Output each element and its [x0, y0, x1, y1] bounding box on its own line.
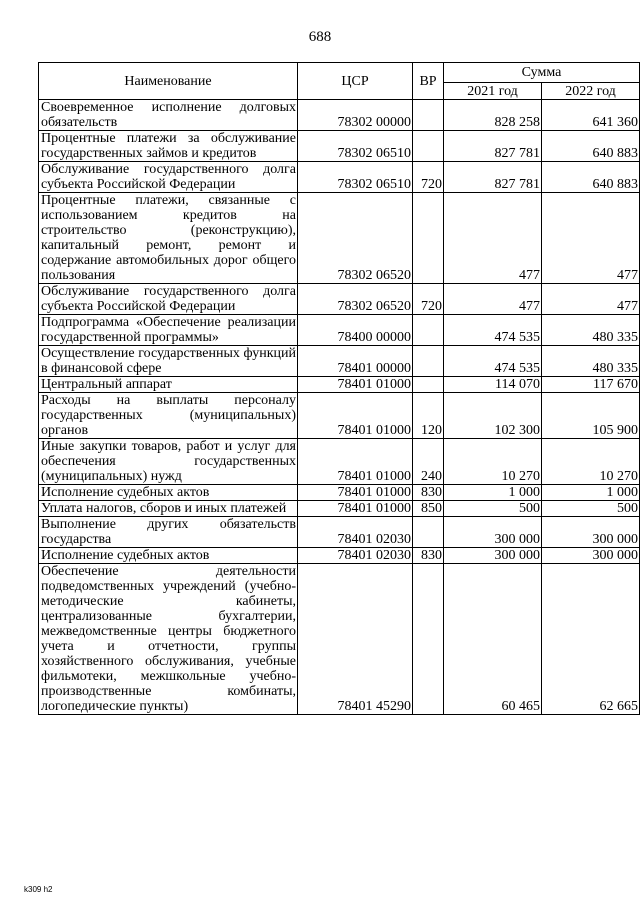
row-2022-cell: 300 000 — [542, 517, 640, 548]
page-number: 688 — [308, 29, 332, 45]
budget-table — [38, 62, 640, 715]
row-name-cell: Процентные платежи, связанные с использованием кредитов на строительство (реконструкцию), капитальный ремонт, ремонт и содержание автомобильных дорог общего пользования — [39, 193, 298, 284]
row-name-cell: Иные закупки товаров, работ и услуг для обеспечения государственных (муниципальных) нужд — [39, 439, 298, 485]
row-vr-cell: 720 — [413, 162, 444, 193]
row-vr-cell — [413, 193, 444, 284]
row-vr-cell — [413, 346, 444, 377]
row-2022-cell: 640 883 — [542, 131, 640, 162]
row-csr-cell: 78302 06510 — [298, 162, 413, 193]
row-vr-cell — [413, 315, 444, 346]
table-row — [39, 548, 640, 564]
row-name-cell: Выполнение других обязательств государства — [39, 517, 298, 548]
row-2022-cell: 640 883 — [542, 162, 640, 193]
row-vr-cell: 240 — [413, 439, 444, 485]
header-2021: 2021 год — [444, 83, 542, 100]
row-2021-cell: 828 258 — [444, 100, 542, 131]
row-2021-cell: 114 070 — [444, 377, 542, 393]
row-2021-cell: 474 535 — [444, 315, 542, 346]
header-vr: ВР — [413, 63, 444, 100]
row-csr-cell: 78302 06510 — [298, 131, 413, 162]
table-row — [39, 315, 640, 346]
row-csr-cell: 78401 01000 — [298, 439, 413, 485]
row-2021-cell: 300 000 — [444, 548, 542, 564]
row-name-cell: Исполнение судебных актов — [39, 485, 298, 501]
row-csr-cell: 78401 02030 — [298, 517, 413, 548]
row-vr-cell: 830 — [413, 548, 444, 564]
table-row — [39, 346, 640, 377]
row-csr-cell: 78302 00000 — [298, 100, 413, 131]
row-2021-cell: 477 — [444, 193, 542, 284]
row-name-cell: Подпрограмма «Обеспечение реализации государственной программы» — [39, 315, 298, 346]
row-name-cell: Процентные платежи за обслуживание государственных займов и кредитов — [39, 131, 298, 162]
row-name-cell: Расходы на выплаты персоналу государственных (муниципальных) органов — [39, 393, 298, 439]
row-2022-cell: 477 — [542, 193, 640, 284]
row-2022-cell: 117 670 — [542, 377, 640, 393]
row-2022-cell: 10 270 — [542, 439, 640, 485]
row-vr-cell: 830 — [413, 485, 444, 501]
table-row — [39, 377, 640, 393]
row-csr-cell: 78302 06520 — [298, 284, 413, 315]
row-2022-cell: 1 000 — [542, 485, 640, 501]
row-2021-cell: 300 000 — [444, 517, 542, 548]
row-2022-cell: 477 — [542, 284, 640, 315]
row-vr-cell — [413, 131, 444, 162]
row-name-cell: Обеспечение деятельности подведомственных учреждений (учебно-методические кабинеты, централизованные бухгалтерии, межведомственные центры бюджетного учета и отчетности, группы хозяйственного обслуживания, учебные фильмотеки, межшкольные учебно-производственные комбинаты, логопедические пункты) — [39, 564, 298, 715]
row-csr-cell: 78302 06520 — [298, 193, 413, 284]
row-name-cell: Обслуживание государственного долга субъекта Российской Федерации — [39, 284, 298, 315]
row-2022-cell: 641 360 — [542, 100, 640, 131]
row-2021-cell: 10 270 — [444, 439, 542, 485]
header-sum: Сумма — [444, 63, 640, 83]
row-2021-cell: 474 535 — [444, 346, 542, 377]
row-name-cell: Осуществление государственных функций в финансовой сфере — [39, 346, 298, 377]
row-vr-cell: 850 — [413, 501, 444, 517]
row-csr-cell: 78401 01000 — [298, 377, 413, 393]
row-csr-cell: 78401 01000 — [298, 501, 413, 517]
row-2021-cell: 827 781 — [444, 131, 542, 162]
row-name-cell: Уплата налогов, сборов и иных платежей — [39, 501, 298, 517]
table-row — [39, 284, 640, 315]
row-csr-cell: 78400 00000 — [298, 315, 413, 346]
row-2022-cell: 300 000 — [542, 548, 640, 564]
table-row — [39, 564, 640, 715]
row-csr-cell: 78401 02030 — [298, 548, 413, 564]
row-vr-cell: 120 — [413, 393, 444, 439]
row-vr-cell — [413, 564, 444, 715]
row-2021-cell: 500 — [444, 501, 542, 517]
table-row — [39, 517, 640, 548]
row-2022-cell: 105 900 — [542, 393, 640, 439]
row-2022-cell: 480 335 — [542, 346, 640, 377]
row-name-cell: Исполнение судебных актов — [39, 548, 298, 564]
row-name-cell: Своевременное исполнение долговых обязательств — [39, 100, 298, 131]
table-row — [39, 501, 640, 517]
table-row — [39, 131, 640, 162]
table-row — [39, 485, 640, 501]
header-2022: 2022 год — [542, 83, 640, 100]
row-2021-cell: 1 000 — [444, 485, 542, 501]
table-row — [39, 393, 640, 439]
table-body — [39, 100, 640, 715]
row-csr-cell: 78401 00000 — [298, 346, 413, 377]
row-csr-cell: 78401 01000 — [298, 393, 413, 439]
row-name-cell: Центральный аппарат — [39, 377, 298, 393]
row-vr-cell: 720 — [413, 284, 444, 315]
row-vr-cell — [413, 377, 444, 393]
table-row — [39, 162, 640, 193]
row-2022-cell: 500 — [542, 501, 640, 517]
row-2021-cell: 102 300 — [444, 393, 542, 439]
table-row — [39, 193, 640, 284]
row-csr-cell: 78401 45290 — [298, 564, 413, 715]
row-2021-cell: 60 465 — [444, 564, 542, 715]
header-name: Наименование — [39, 63, 298, 100]
header-csr: ЦСР — [298, 63, 413, 100]
row-vr-cell — [413, 517, 444, 548]
table-row — [39, 100, 640, 131]
table-row — [39, 439, 640, 485]
row-name-cell: Обслуживание государственного долга субъекта Российской Федерации — [39, 162, 298, 193]
footer-code: k309 h2 — [24, 885, 53, 894]
row-csr-cell: 78401 01000 — [298, 485, 413, 501]
row-2022-cell: 480 335 — [542, 315, 640, 346]
row-2022-cell: 62 665 — [542, 564, 640, 715]
row-2021-cell: 827 781 — [444, 162, 542, 193]
row-2021-cell: 477 — [444, 284, 542, 315]
row-vr-cell — [413, 100, 444, 131]
